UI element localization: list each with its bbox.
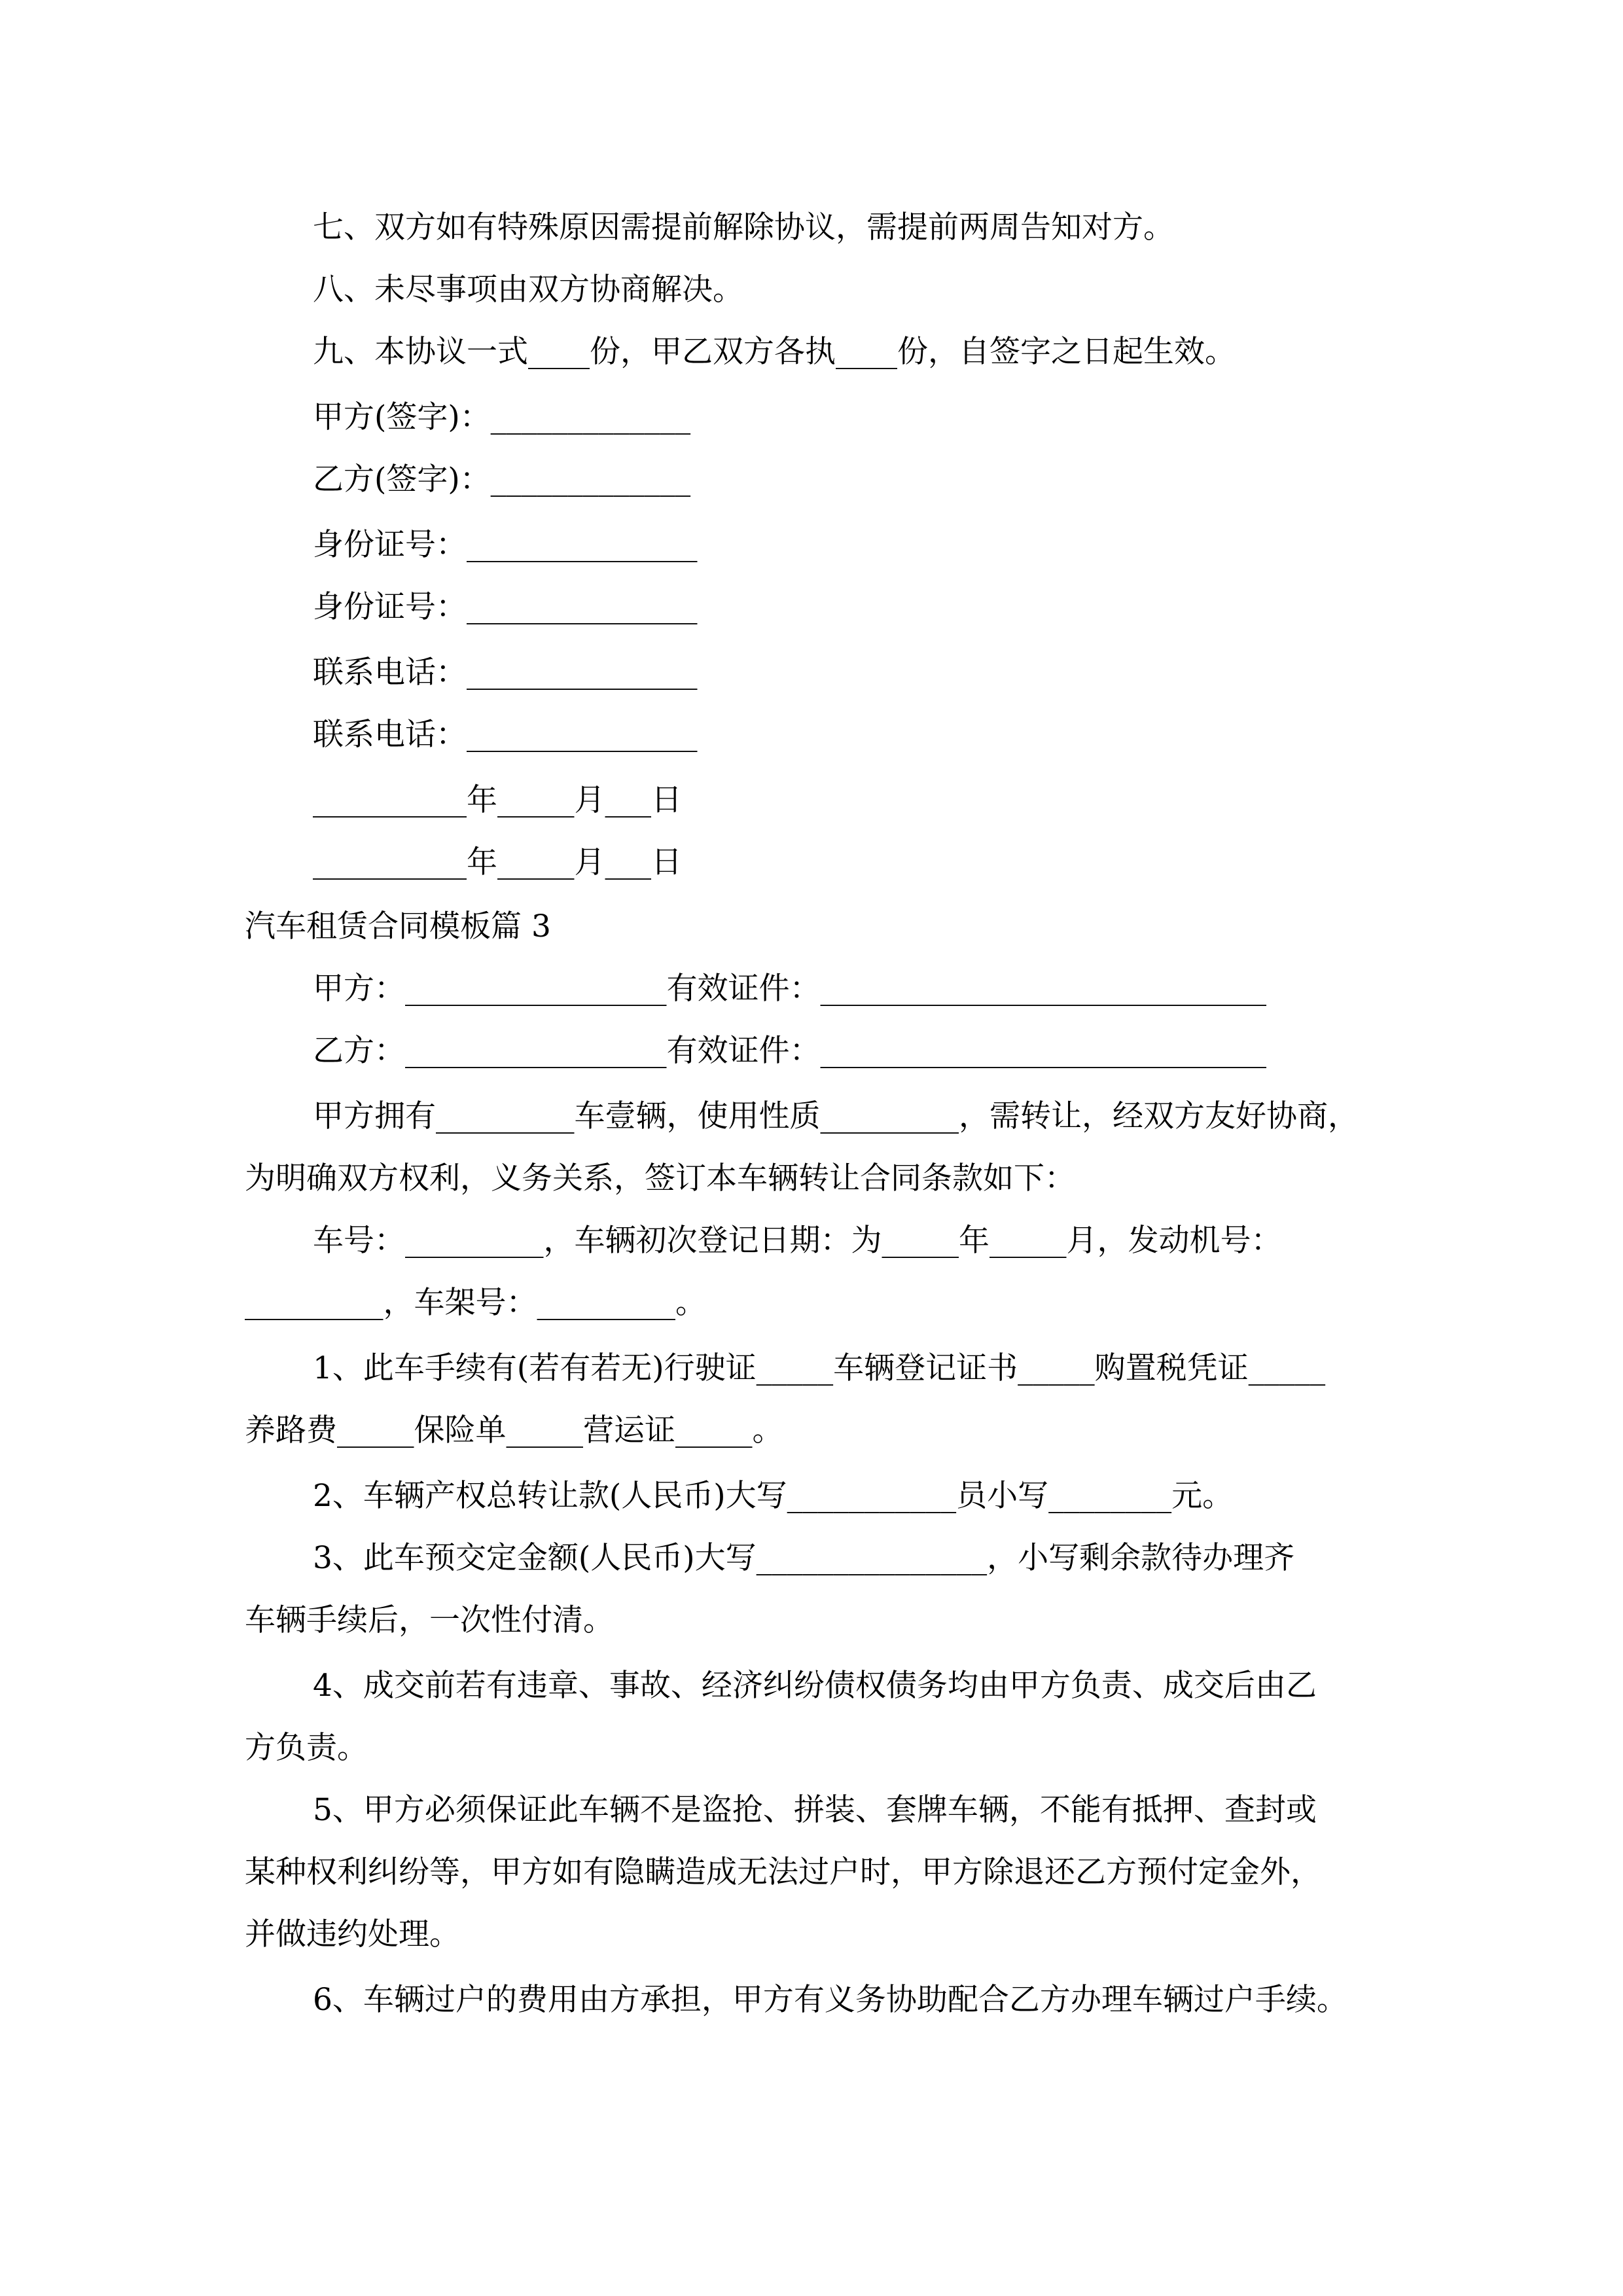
section-title: 汽车租赁合同模板篇 3 bbox=[245, 908, 551, 944]
vehicle-info-2: _________，车架号：_________。 bbox=[245, 1285, 706, 1321]
clause-7: 七、双方如有特殊原因需提前解除协议，需提前两周告知对方。 bbox=[313, 209, 1174, 245]
vehicle-info-1: 车号：_________，车辆初次登记日期：为_____年_____月，发动机号： bbox=[313, 1223, 1282, 1259]
clause-4-line-2: 方负责。 bbox=[245, 1730, 368, 1766]
clause-5-line-1: 5、甲方必须保证此车辆不是盗抢、拼装、套牌车辆，不能有抵押、查封或 bbox=[313, 1792, 1317, 1828]
clause-3-line-1: 3、此车预交定金额(人民币)大写_______________，小写剩余款待办理齐 bbox=[313, 1540, 1295, 1576]
clause-1-line-2: 养路费_____保险单_____营运证_____。 bbox=[245, 1412, 783, 1448]
clause-1-line-1: 1、此车手续有(若有若无)行驶证_____车辆登记证书_____购置税凭证_____ bbox=[313, 1350, 1326, 1386]
clause-3-line-2: 车辆手续后，一次性付清。 bbox=[245, 1602, 614, 1638]
party-b-line: 乙方：_________________有效证件：_____________________________ bbox=[313, 1033, 1266, 1069]
id-number-1: 身份证号：_______________ bbox=[313, 527, 698, 563]
party-a-line: 甲方：_________________有效证件：_____________________________ bbox=[313, 971, 1266, 1007]
clause-2: 2、车辆产权总转让款(人民币)大写___________员小写________元。 bbox=[313, 1478, 1234, 1514]
date-1: __________年_____月___日 bbox=[313, 782, 682, 818]
clause-4-line-1: 4、成交前若有违章、事故、经济纠纷债权债务均由甲方负责、成交后由乙 bbox=[313, 1668, 1317, 1704]
clause-6: 6、车辆过户的费用由方承担，甲方有义务协助配合乙方办理车辆过户手续。 bbox=[313, 1982, 1347, 2018]
phone-2: 联系电话：_______________ bbox=[313, 717, 698, 753]
id-number-2: 身份证号：_______________ bbox=[313, 589, 698, 625]
date-2: __________年_____月___日 bbox=[313, 844, 682, 880]
phone-1: 联系电话：_______________ bbox=[313, 655, 698, 691]
clause-5-line-2: 某种权利纠纷等，甲方如有隐瞒造成无法过户时，甲方除退还乙方预付定金外， bbox=[245, 1854, 1321, 1890]
intro-para-2: 为明确双方权利，义务关系，签订本车辆转让合同条款如下： bbox=[245, 1160, 1075, 1196]
clause-9: 九、本协议一式____份，甲乙双方各执____份，自签字之日起生效。 bbox=[313, 334, 1236, 370]
clause-8: 八、未尽事项由双方协商解决。 bbox=[313, 272, 743, 308]
clause-5-line-3: 并做违约处理。 bbox=[245, 1916, 460, 1952]
party-a-signature: 甲方(签字)：_____________ bbox=[313, 399, 691, 435]
party-b-signature: 乙方(签字)：_____________ bbox=[313, 461, 691, 497]
intro-para-1: 甲方拥有_________车壹辆，使用性质_________，需转让，经双方友好协商， bbox=[313, 1098, 1359, 1134]
